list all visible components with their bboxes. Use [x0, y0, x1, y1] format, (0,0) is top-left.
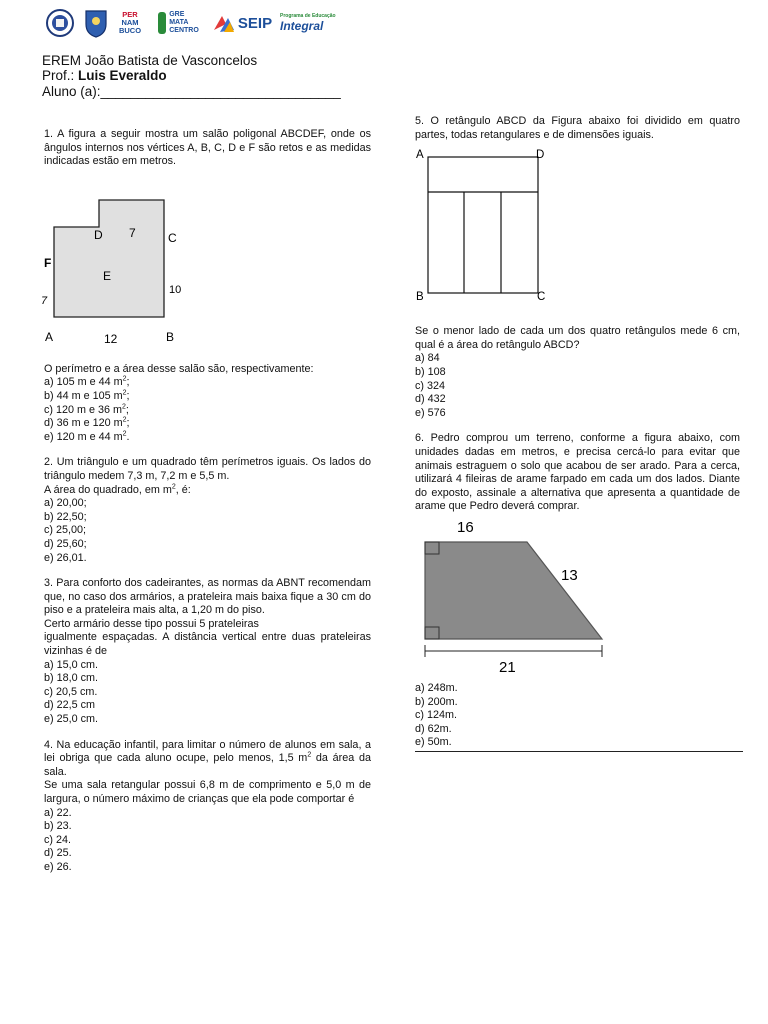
q1-label-B: B	[166, 329, 175, 344]
header-logos	[42, 6, 338, 40]
q1-option-d	[44, 417, 371, 431]
pernambuco-buco: BUCO	[118, 26, 142, 35]
q1-c-sup: 2	[122, 402, 126, 410]
q4-line2: Se uma sala retangular possui 6,8 m de comprimento e 5,0 m de largura, o número máximo de crianças que ela pode comportar é	[44, 779, 371, 805]
q2-text: 2. Um triângulo e um quadrado têm perímetros iguais. Os lados do triângulo medem 7,3 m, 7,2 m e 5,5 m.	[44, 456, 371, 482]
student-line: Aluno (a):________________________________	[42, 84, 341, 99]
q3-line2: Certo armário desse tipo possui 5 prateleiras	[44, 617, 259, 630]
q5-label-C: C	[537, 291, 546, 304]
q1-b-post: ;	[126, 389, 130, 402]
seip-logo	[210, 8, 274, 38]
q1-option-e	[44, 431, 371, 445]
q1-label-right: 10	[169, 283, 182, 296]
q6-option-e: e) 50m.	[415, 736, 452, 749]
q1-text: 1. A figura a seguir mostra um salão poligonal ABCDEF, onde os ângulos internos nos vértices A, B, C, D e F são retos e as medidas indicadas estão em metros.	[44, 128, 371, 168]
q1-c-post: ;	[125, 403, 129, 416]
q6-underline	[415, 751, 743, 752]
q1-figure	[41, 169, 371, 346]
q1-options	[44, 376, 371, 444]
seip-text: SEIP	[237, 14, 273, 32]
pernambuco-per: PER	[122, 10, 138, 19]
gre-logo	[152, 8, 204, 38]
q4-option-c: c) 24.	[44, 833, 72, 846]
q4-text-sup: 2	[307, 751, 312, 759]
q2-option-b: b) 22,50;	[44, 510, 87, 523]
q1-label-left: 7	[41, 294, 48, 307]
integral-text: Integral	[280, 19, 324, 33]
q1-label-bottom: 12	[104, 331, 118, 346]
crest-logo	[84, 8, 108, 38]
q1-d-text: d) 36 m e 120 m	[44, 417, 123, 430]
professor-line	[42, 68, 167, 84]
q1-question: O perímetro e a área desse salão são, respectivamente:	[44, 362, 314, 375]
q2-option-a: a) 20,00;	[44, 497, 87, 510]
q1-label-C: C	[168, 230, 177, 245]
q2-option-c: c) 25,00;	[44, 524, 87, 537]
q5-option-e: e) 576	[415, 406, 446, 419]
professor-label: Prof.:	[42, 68, 75, 83]
q3-option-c: c) 20,5 cm.	[44, 685, 98, 698]
q3-option-a: a) 15,0 cm.	[44, 658, 99, 671]
q4-option-e: e) 26.	[44, 860, 72, 873]
q1-a-post: ;	[126, 376, 130, 389]
q1-label-D: D	[94, 227, 103, 242]
q3-text: 3. Para conforto dos cadeirantes, as normas da ABNT recomendam que, no caso dos armários, a prateleira mais baixa fique a 30 cm do piso e a prateleira mais alta, a 1,20 m do piso.	[44, 577, 371, 617]
q6-label-top: 16	[457, 518, 474, 536]
q6-label-bottom: 21	[499, 658, 516, 676]
q4-option-a: a) 22.	[44, 806, 72, 819]
q6-option-a: a) 248m.	[415, 681, 458, 694]
q1-d-post: ;	[126, 417, 130, 430]
gre-text-1: GRE	[169, 11, 185, 18]
q2-option-e: e) 26,01.	[44, 551, 87, 564]
q1-label-top: 7	[129, 225, 136, 240]
q1-b-sup: 2	[122, 389, 127, 397]
q1-label-F: F	[44, 255, 52, 270]
q5-question: Se o menor lado de cada um dos quatro retângulos mede 6 cm, qual é a área do retângulo ABCD?	[415, 325, 740, 351]
gre-text-2: MATA	[169, 19, 189, 26]
q3-option-d: d) 22,5 cm	[44, 699, 96, 712]
q4-text	[44, 739, 371, 780]
q5-figure	[415, 142, 740, 302]
q3-option-b: b) 18,0 cm.	[44, 672, 99, 685]
q5-option-a: a) 84	[415, 352, 440, 365]
q1-option-a	[44, 376, 371, 390]
pernambuco-nam: NAM	[121, 18, 139, 27]
q5-option-b: b) 108	[415, 365, 446, 378]
q2-question	[44, 484, 371, 498]
q5-label-A: A	[416, 149, 424, 162]
q5-text: 5. O retângulo ABCD da Figura abaixo foi dividido em quatro partes, todas retangulares e de dimensões iguais.	[415, 115, 740, 141]
q2-question-sup: 2	[171, 482, 176, 490]
right-column	[415, 115, 740, 752]
q1-a-sup: 2	[122, 375, 127, 383]
q1-label-E: E	[103, 268, 112, 283]
q5-label-B: B	[416, 291, 424, 304]
q1-c-text: c) 120 m e 36 m	[44, 403, 123, 416]
q1-option-b	[44, 390, 371, 404]
q6-text: 6. Pedro comprou um terreno, conforme a figura abaixo, com unidades dadas em metros, e precisa cercá-lo para evitar que animais estraguem o solo que acabou de ser arado. Para a cerca, utilizará 4 fileiras de arame farpado em cada um dos lados. Diante do exposto, assinale a alternativa que apresenta a quantidade de arame que Pedro deverá comprar.	[415, 432, 740, 513]
seal-logo	[42, 8, 78, 38]
q6-option-b: b) 200m.	[415, 695, 458, 708]
q2-question-post: , é:	[175, 483, 191, 496]
pernambuco-logo	[114, 8, 146, 38]
q2-question-text: A área do quadrado, em m	[44, 483, 172, 496]
integral-logo	[280, 8, 338, 38]
q6-figure	[415, 518, 740, 682]
q6-option-d: d) 62m.	[415, 722, 452, 735]
q3-option-e: e) 25,0 cm.	[44, 713, 99, 726]
q4-option-b: b) 23.	[44, 820, 72, 833]
q6-option-c: c) 124m.	[415, 709, 458, 722]
q1-label-A: A	[45, 329, 54, 344]
q1-e-post: .	[126, 430, 130, 443]
q5-label-D: D	[536, 149, 545, 162]
q5-option-c: c) 324	[415, 379, 446, 392]
q1-e-sup: 2	[122, 430, 127, 438]
q1-option-c	[44, 404, 371, 418]
q2-option-d: d) 25,60;	[44, 537, 87, 550]
q6-label-slant: 13	[561, 566, 578, 584]
q4-text-main: 4. Na educação infantil, para limitar o número de alunos em sala, a lei obriga que cada aluno ocupe, pelo menos, 1,5 m	[44, 738, 371, 765]
integral-small-text: Programa de Educação	[280, 13, 336, 19]
school-name: EREM João Batista de Vasconcelos	[42, 53, 258, 68]
q1-d-sup: 2	[122, 416, 127, 424]
gre-text-3: CENTRO	[169, 27, 199, 34]
q1-a-text: a) 105 m e 44 m	[44, 376, 123, 389]
professor-name: Luis Everaldo	[78, 68, 167, 83]
q3-line3: igualmente espaçadas. A distância vertical entre duas prateleiras vizinhas é de	[44, 631, 371, 658]
left-column	[41, 128, 371, 875]
q1-e-text: e) 120 m e 44 m	[44, 430, 123, 443]
q4-text-post: da área da sala.	[44, 752, 371, 778]
q4-option-d: d) 25.	[44, 847, 72, 860]
q1-b-text: b) 44 m e 105 m	[44, 389, 123, 402]
q5-option-d: d) 432	[415, 393, 446, 406]
